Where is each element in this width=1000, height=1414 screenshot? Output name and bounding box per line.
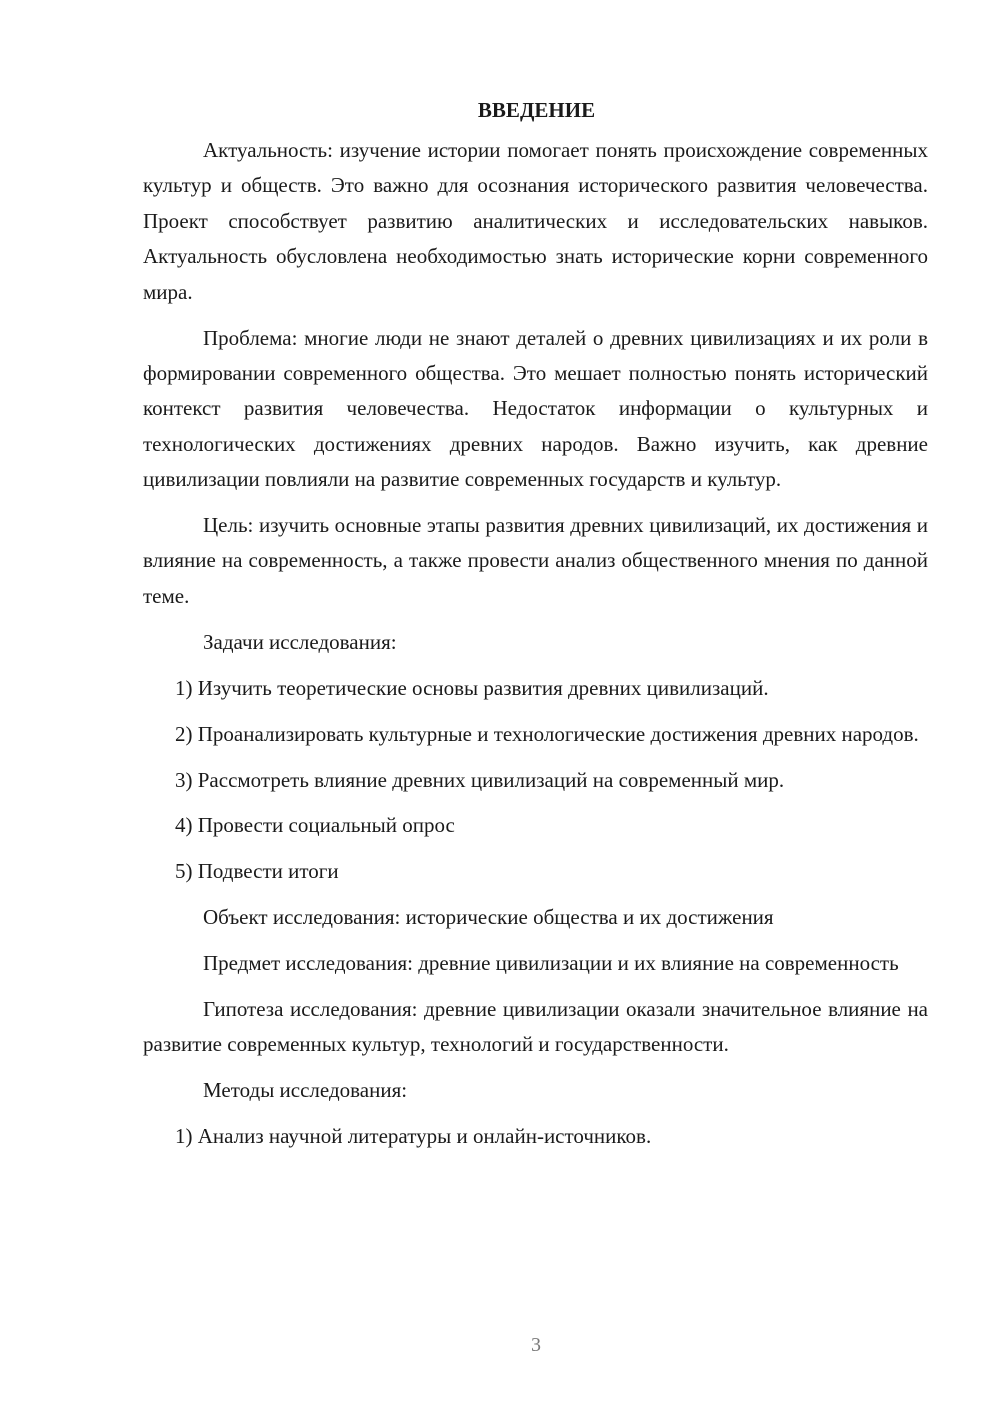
task-item-3: 3) Рассмотреть влияние древних цивилизаций на современный мир. xyxy=(175,767,785,792)
tasks-title: Задачи исследования: xyxy=(203,629,397,654)
object-paragraph: Объект исследования: исторические общества и их достижения xyxy=(203,905,774,930)
task-item-5: 5) Подвести итоги xyxy=(175,859,339,884)
method-item-1: 1) Анализ научной литературы и онлайн-источников. xyxy=(175,1124,652,1149)
goal-paragraph: Цель: изучить основные этапы развития древних цивилизаций, их достижения и влияние на современность, а также провести анализ общественного мнения по данной теме. xyxy=(143,513,928,608)
relevance-paragraph: Актуальность: изучение истории помогает понять происхождение современных культур и обществ. Это важно для осознания исторического развития человечества. Проект способствует развитию аналитических и исследовательских навыков. Актуальность обусловлена необходимостью знать исторические корни современного мира. xyxy=(143,138,928,304)
page-heading: ВВЕДЕНИЕ xyxy=(477,98,596,122)
subject-paragraph: Предмет исследования: древние цивилизации и их влияние на современность xyxy=(203,951,899,976)
task-item-1: 1) Изучить теоретические основы развития древних цивилизаций. xyxy=(175,675,769,700)
page-number: 3 xyxy=(531,1334,541,1356)
hypothesis-paragraph: Гипотеза исследования: древние цивилизации оказали значительное влияние на развитие современных культур, технологий и государственности. xyxy=(143,997,928,1057)
task-item-2: 2) Проанализировать культурные и технологические достижения древних народов. xyxy=(175,721,919,746)
page-content xyxy=(143,96,928,1165)
task-item-4: 4) Провести социальный опрос xyxy=(175,813,455,838)
methods-title: Методы исследования: xyxy=(203,1078,408,1103)
problem-paragraph: Проблема: многие люди не знают деталей о древних цивилизациях и их роли в формировании современного общества. Это мешает полностью понять исторический контекст развития человечества. Недостаток информации о культурных и технологических достижениях древних народов. Важно изучить, как древние цивилизации повлияли на развитие современных государств и культур. xyxy=(143,325,928,492)
